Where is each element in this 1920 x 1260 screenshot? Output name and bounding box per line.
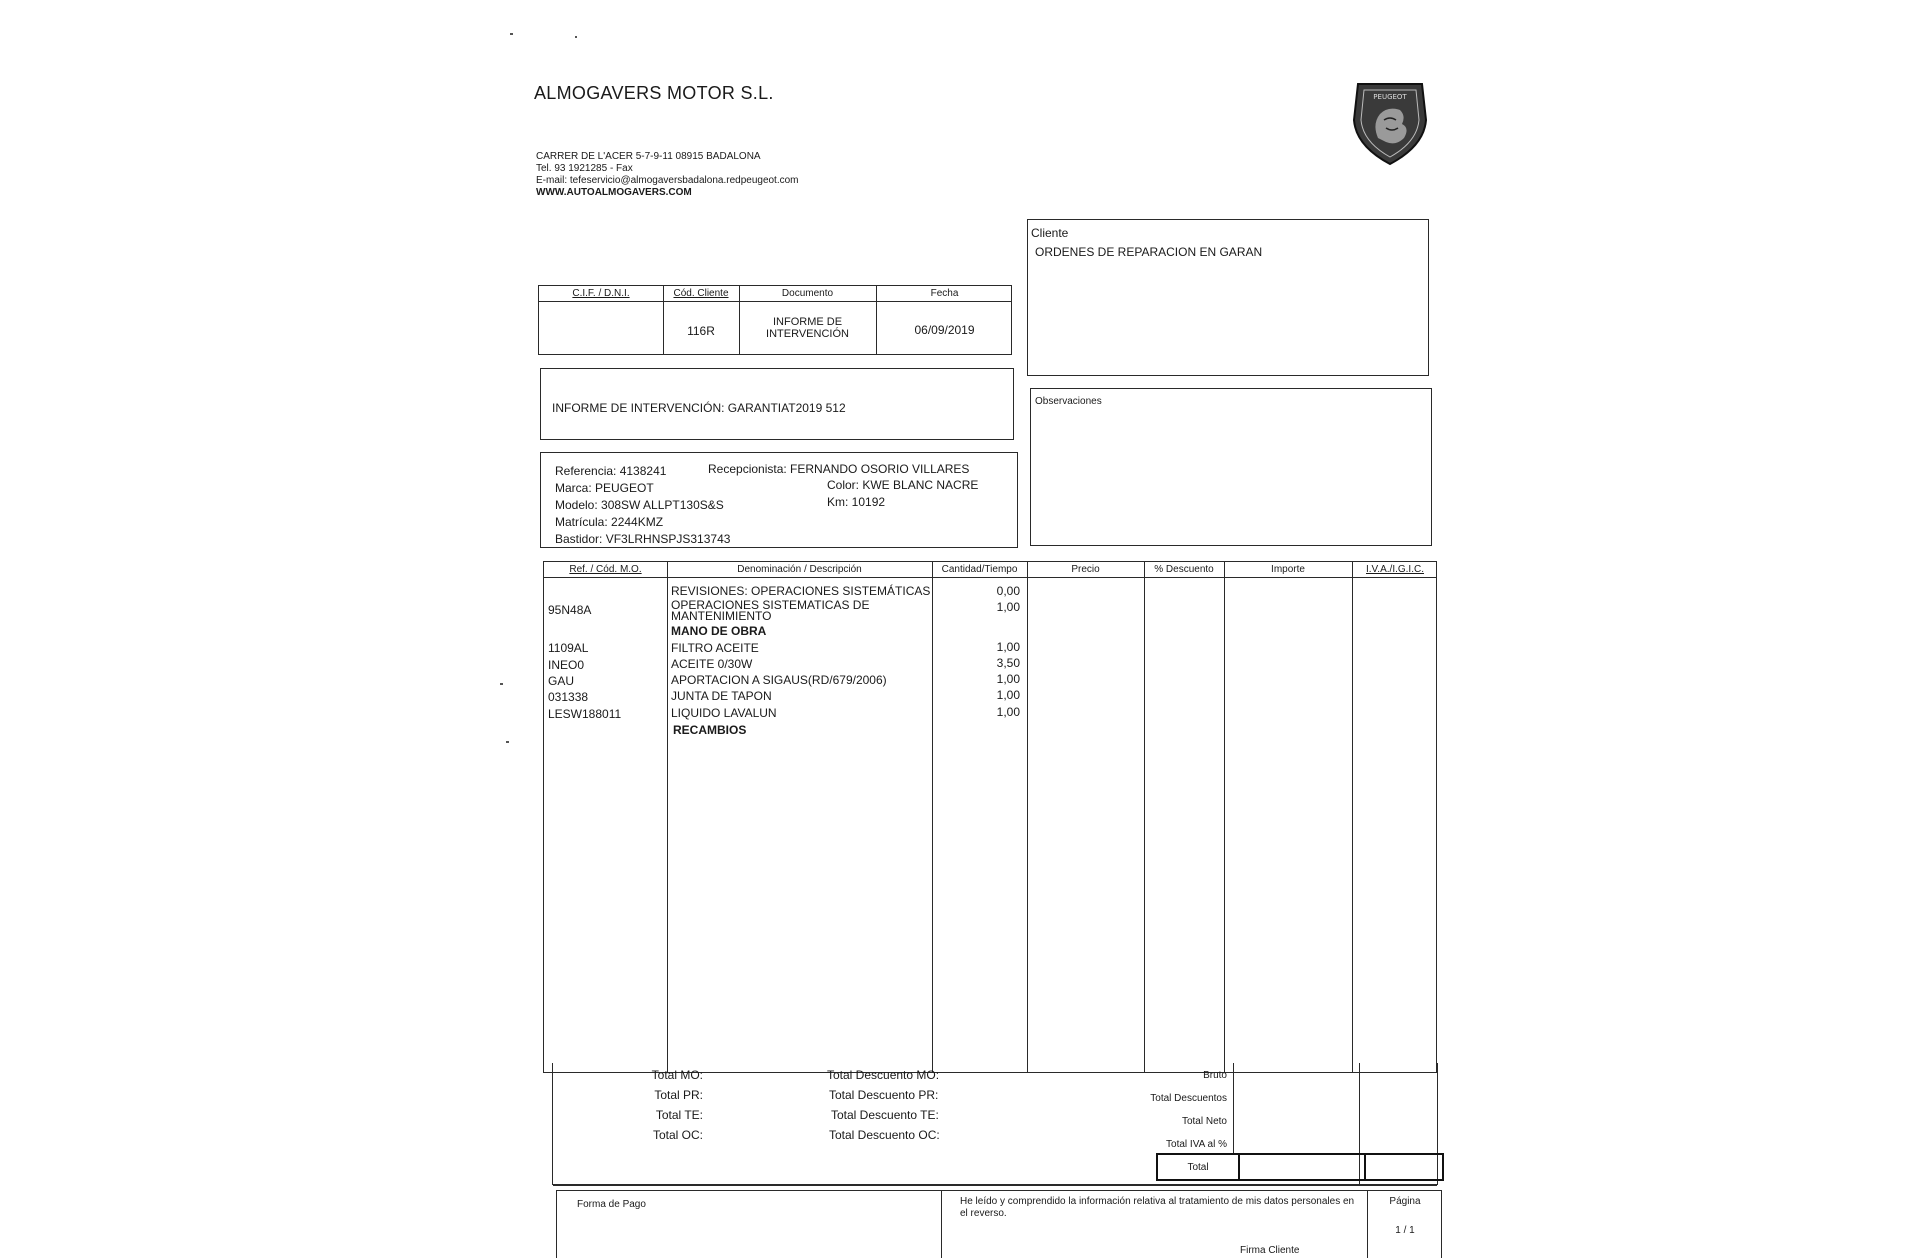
header-cod-cliente: Cód. Cliente (673, 288, 729, 299)
items-table (543, 561, 1437, 1073)
total-desc-oc-label: Total Descuento OC: (829, 1128, 940, 1142)
table-row-qty: 1,00 (996, 688, 1020, 702)
total-descuentos-label: Total Descuentos (1150, 1093, 1227, 1104)
total-neto-label: Total Neto (1181, 1116, 1227, 1127)
vehicle-marca: Marca: PEUGEOT (555, 481, 654, 495)
col-iva: I.V.A./I.G.I.C. (1366, 564, 1424, 575)
vehicle-referencia: Referencia: 4138241 (555, 464, 667, 478)
total-desc-mo-label: Total Descuento MO: (827, 1068, 940, 1082)
header-cif: C.I.F. / D.N.I. (572, 288, 630, 299)
table-row-ref: 031338 (548, 690, 589, 704)
table-row-ref: GAU (548, 674, 575, 688)
total-desc-pr-label: Total Descuento PR: (829, 1088, 939, 1102)
table-row-ref: 1109AL (548, 641, 589, 655)
table-row-desc: OPERACIONES SISTEMATICAS DE MANTENIMIENTO (671, 598, 870, 623)
peugeot-lion-shield-icon (1350, 80, 1430, 166)
table-row-qty: 1,00 (996, 705, 1020, 719)
table-row-desc: RECAMBIOS (673, 723, 747, 737)
table-row-qty: 3,50 (996, 656, 1020, 670)
total-oc-label: Total OC: (652, 1128, 703, 1142)
table-row-ref: LESW188011 (548, 707, 622, 721)
col-importe: Importe (1271, 564, 1305, 575)
scan-speck (506, 741, 509, 743)
vehicle-box (540, 452, 1018, 548)
table-row-qty: 1,00 (996, 640, 1020, 654)
col-qty: Cantidad/Tiempo (941, 564, 1018, 575)
firma-cliente-label: Firma Cliente (1240, 1245, 1300, 1256)
vehicle-recepcionista: Recepcionista: FERNANDO OSORIO VILLARES (708, 462, 970, 476)
total-pr-label: Total PR: (654, 1088, 703, 1102)
value-documento: INFORME DE INTERVENCIÓN (766, 316, 849, 340)
total-row (1156, 1153, 1444, 1181)
value-cod-cliente: 116R (687, 324, 715, 338)
company-address: CARRER DE L'ACER 5-7-9-11 08915 BADALONA (536, 151, 761, 162)
forma-pago-label: Forma de Pago (577, 1199, 646, 1210)
scan-speck (510, 33, 513, 35)
bruto-label: Bruto (1203, 1070, 1227, 1081)
client-label: Cliente (1031, 226, 1069, 240)
table-row-qty: 1,00 (996, 600, 1020, 614)
header-documento: Documento (781, 288, 834, 299)
vehicle-bastidor: Bastidor: VF3LRHNSPJS313743 (555, 532, 731, 546)
vehicle-matricula: Matrícula: 2244KMZ (555, 515, 664, 529)
value-fecha: 06/09/2019 (914, 323, 975, 337)
company-website: WWW.AUTOALMOGAVERS.COM (536, 187, 692, 198)
table-row-desc: APORTACION A SIGAUS(RD/679/2006) (671, 673, 887, 687)
pagina-label: Página (1389, 1196, 1421, 1207)
total-mo-label: Total MO: (651, 1068, 703, 1082)
table-row-qty: 0,00 (996, 584, 1020, 598)
vehicle-km: Km: 10192 (827, 495, 886, 509)
observaciones-label: Observaciones (1035, 396, 1102, 407)
report-title: INFORME DE INTERVENCIÓN: GARANTIAT2019 512 (552, 401, 846, 415)
logo-text: PEUGEOT (1373, 93, 1407, 101)
table-row-desc: LIQUIDO LAVALUN (671, 706, 777, 720)
col-descuento: % Descuento (1154, 564, 1214, 575)
table-row-ref: 95N48A (548, 603, 592, 617)
report-title-box (540, 368, 1014, 440)
scan-speck (575, 36, 577, 38)
footer-box (556, 1190, 1442, 1258)
document-info-table (538, 285, 1012, 355)
vehicle-modelo: Modelo: 308SW ALLPT130S&S (555, 498, 724, 512)
total-iva-label: Total IVA al % (1166, 1139, 1227, 1150)
total-desc-te-label: Total Descuento TE: (831, 1108, 939, 1122)
observaciones-box (1030, 388, 1432, 546)
header-fecha: Fecha (930, 288, 959, 299)
table-row-ref: INEO0 (548, 658, 585, 672)
col-precio: Precio (1071, 564, 1100, 575)
scan-speck (500, 683, 503, 685)
company-name: ALMOGAVERS MOTOR S.L. (534, 83, 774, 103)
privacy-notice: He leído y comprendido la información relativa al tratamiento de mis datos personales en el reverso. (960, 1196, 1355, 1219)
table-row-desc: ACEITE 0/30W (671, 657, 753, 671)
col-desc: Denominación / Descripción (737, 564, 862, 575)
table-row-desc: FILTRO ACEITE (671, 641, 759, 655)
table-row-desc: MANO DE OBRA (671, 624, 767, 638)
table-row-desc: JUNTA DE TAPON (671, 689, 772, 703)
table-row-qty: 1,00 (996, 672, 1020, 686)
company-phone: Tel. 93 1921285 - Fax (536, 163, 633, 174)
company-email: E-mail: tefeservicio@almogaversbadalona.redpeugeot.com (536, 175, 799, 186)
total-label: Total (1187, 1162, 1209, 1173)
total-te-label: Total TE: (655, 1108, 703, 1122)
client-box (1027, 219, 1429, 376)
table-row-desc: REVISIONES: OPERACIONES SISTEMÁTICAS (671, 584, 931, 598)
pagina-value: 1 / 1 (1395, 1225, 1415, 1236)
col-ref: Ref. / Cód. M.O. (569, 564, 642, 575)
client-value: ORDENES DE REPARACION EN GARAN (1035, 245, 1263, 259)
vehicle-color: Color: KWE BLANC NACRE (827, 478, 979, 492)
